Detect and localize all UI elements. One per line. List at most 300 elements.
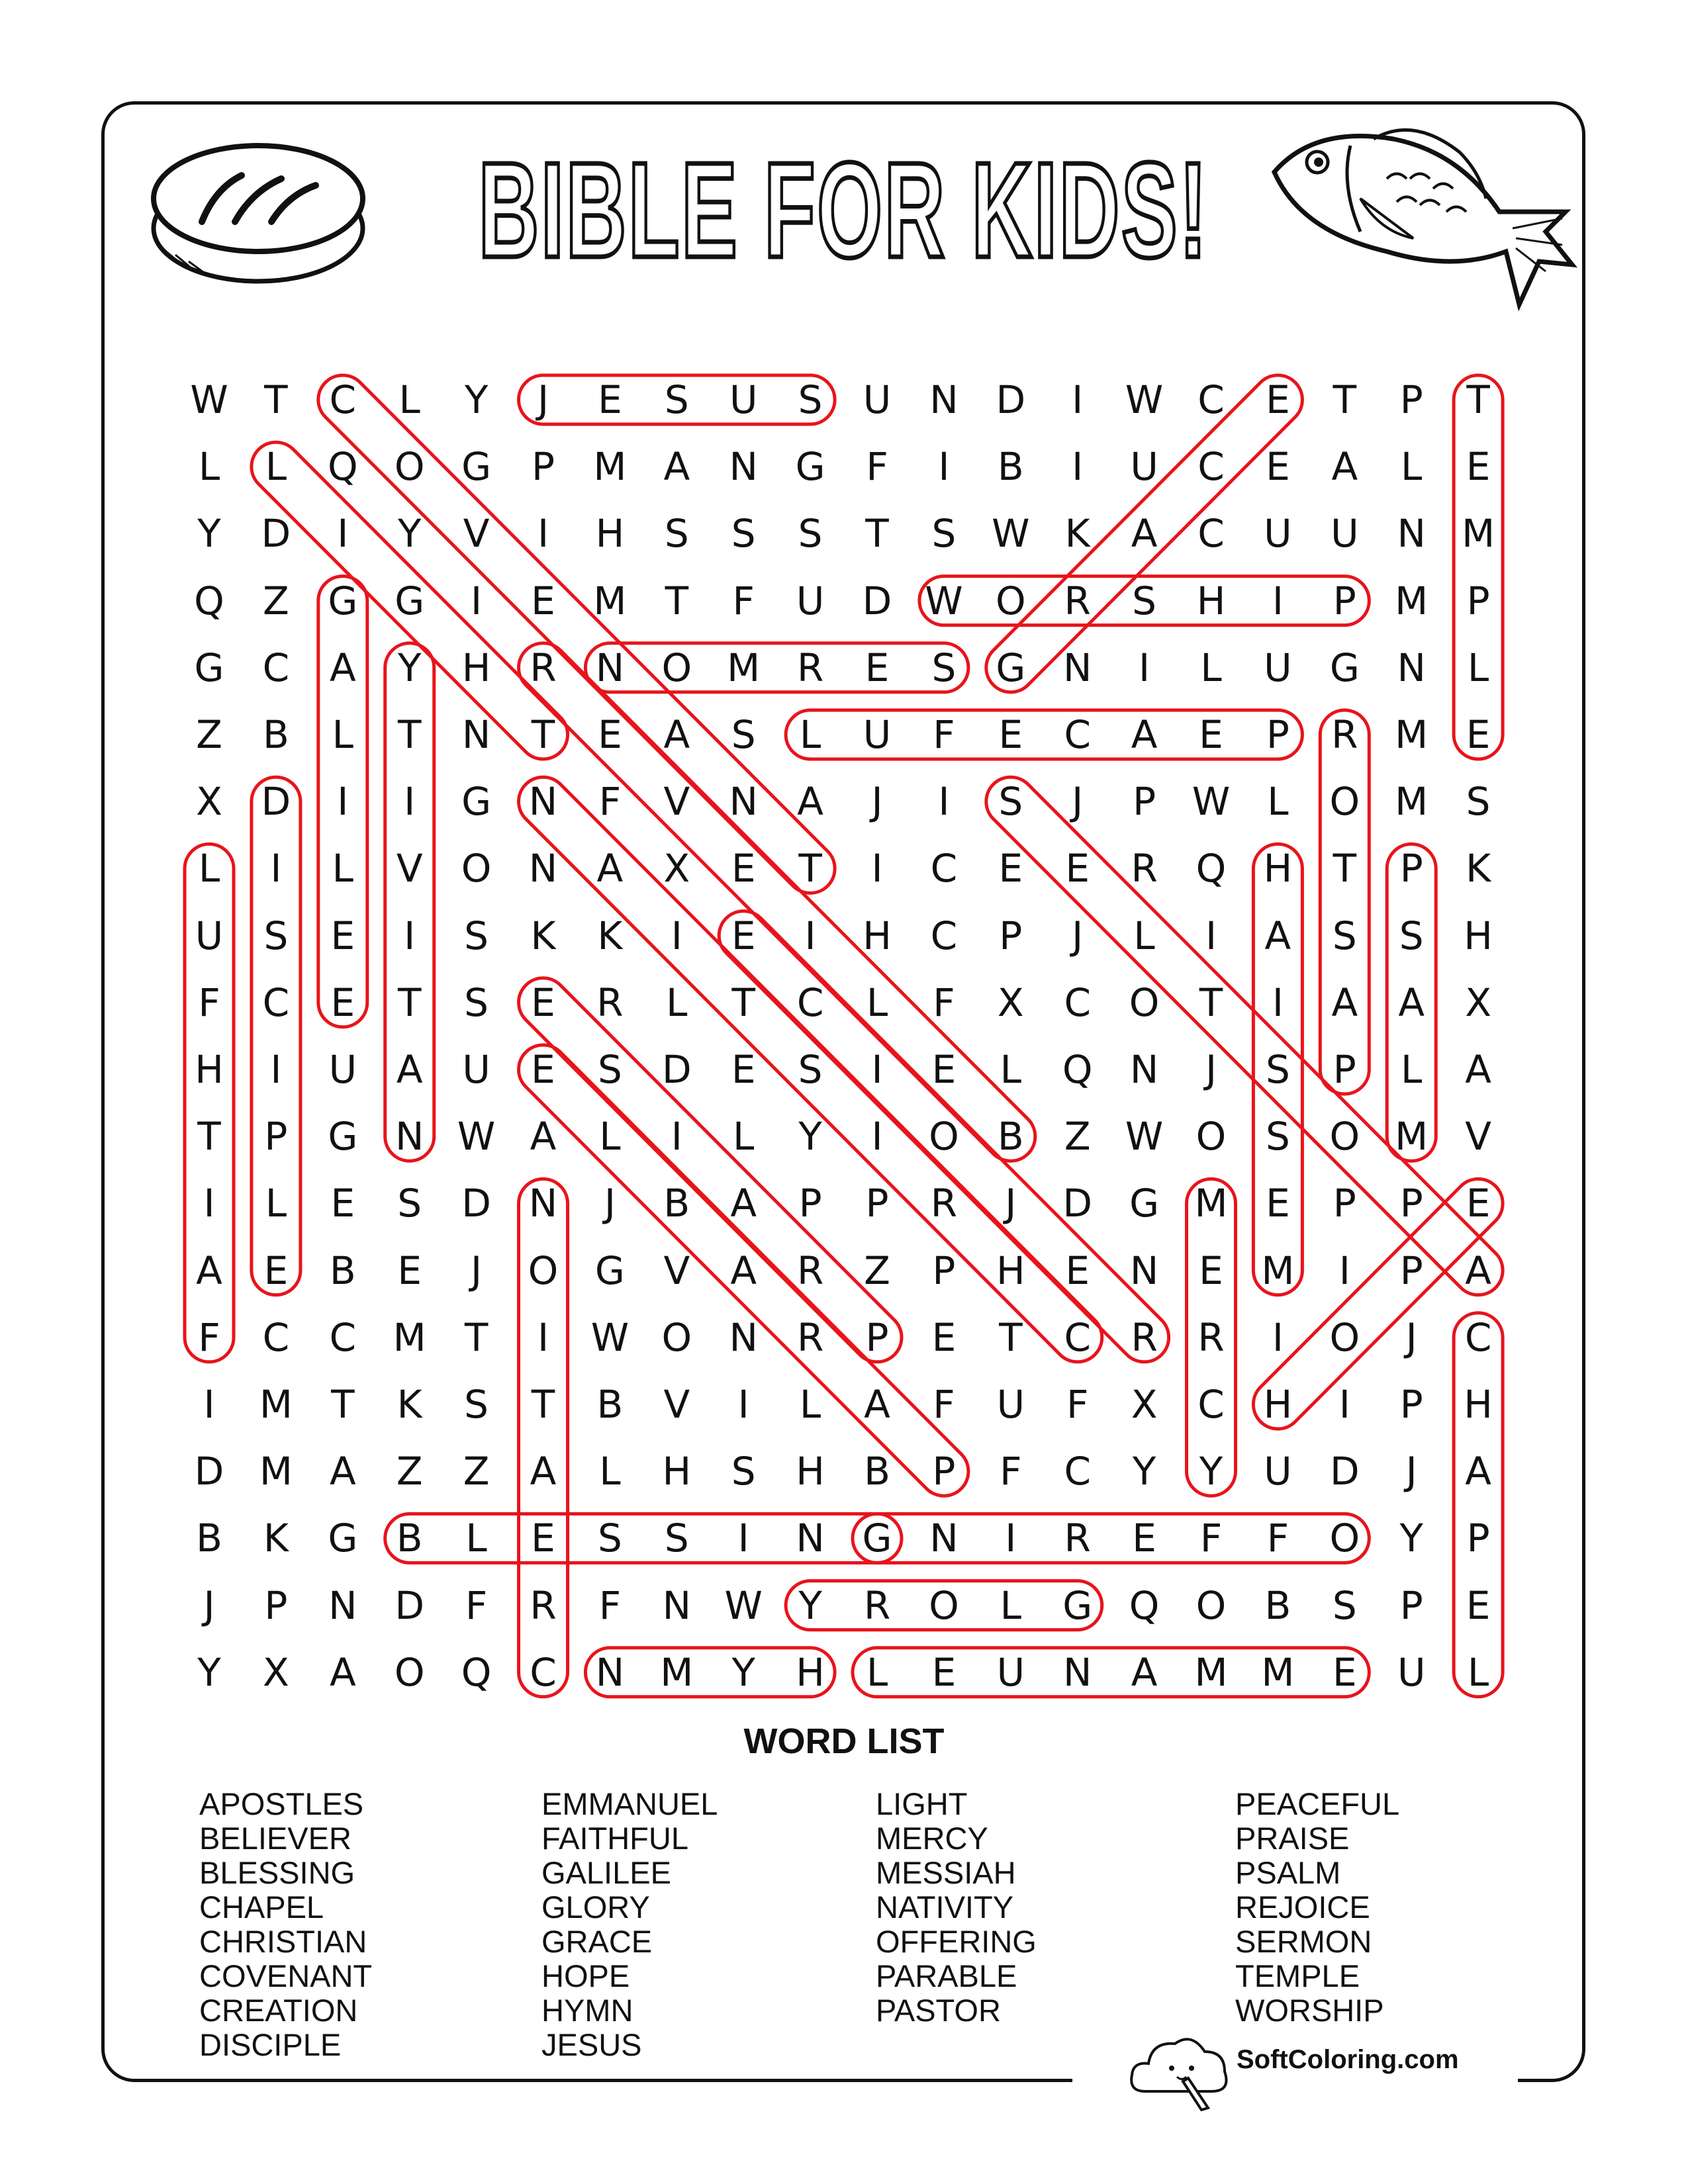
- grid-letter[interactable]: F: [732, 578, 755, 623]
- grid-letter[interactable]: C: [1064, 1314, 1091, 1360]
- grid-letter[interactable]: P: [1133, 779, 1156, 825]
- grid-letter[interactable]: L: [198, 846, 220, 891]
- grid-letter[interactable]: Y: [1132, 1449, 1156, 1494]
- grid-letter[interactable]: M: [259, 1382, 293, 1427]
- grid-letter[interactable]: X: [196, 779, 222, 825]
- grid-letter[interactable]: H: [595, 511, 625, 557]
- grid-letter[interactable]: L: [666, 979, 688, 1025]
- grid-letter[interactable]: O: [661, 1314, 692, 1360]
- grid-letter[interactable]: J: [604, 1181, 616, 1226]
- grid-letter[interactable]: S: [798, 511, 823, 557]
- grid-letter[interactable]: P: [1399, 1382, 1423, 1427]
- grid-letter[interactable]: S: [731, 712, 756, 757]
- grid-letter[interactable]: A: [1398, 979, 1425, 1025]
- grid-letter[interactable]: F: [198, 1314, 220, 1360]
- grid-letter[interactable]: O: [394, 444, 425, 490]
- grid-letter[interactable]: S: [263, 913, 289, 958]
- grid-letter[interactable]: C: [262, 645, 290, 690]
- grid-letter[interactable]: I: [1005, 1516, 1017, 1561]
- grid-letter[interactable]: Y: [798, 1114, 822, 1160]
- grid-letter[interactable]: M: [727, 645, 761, 690]
- grid-letter[interactable]: E: [598, 712, 622, 757]
- grid-letter[interactable]: Y: [1399, 1516, 1423, 1561]
- grid-letter[interactable]: U: [1264, 511, 1292, 557]
- grid-letter[interactable]: S: [464, 913, 489, 958]
- grid-letter[interactable]: W: [925, 578, 963, 623]
- grid-letter[interactable]: N: [929, 1516, 959, 1561]
- grid-letter[interactable]: I: [1072, 377, 1084, 422]
- grid-letter[interactable]: L: [332, 712, 353, 757]
- grid-letter[interactable]: D: [661, 1047, 692, 1092]
- grid-letter[interactable]: V: [663, 1248, 690, 1293]
- grid-letter[interactable]: G: [1062, 1582, 1093, 1628]
- grid-letter[interactable]: M: [1395, 1114, 1429, 1160]
- grid-letter[interactable]: S: [464, 1382, 489, 1427]
- grid-letter[interactable]: P: [798, 1181, 822, 1226]
- grid-letter[interactable]: E: [397, 1248, 422, 1293]
- grid-letter[interactable]: E: [1466, 444, 1491, 490]
- grid-letter[interactable]: P: [865, 1181, 889, 1226]
- grid-letter[interactable]: L: [799, 712, 821, 757]
- grid-letter[interactable]: M: [259, 1449, 293, 1494]
- grid-letter[interactable]: B: [663, 1181, 690, 1226]
- grid-letter[interactable]: R: [796, 1248, 824, 1293]
- grid-letter[interactable]: X: [1465, 979, 1491, 1025]
- grid-letter[interactable]: L: [799, 1382, 821, 1427]
- grid-letter[interactable]: Y: [397, 645, 422, 690]
- grid-letter[interactable]: L: [1401, 1047, 1423, 1092]
- grid-letter[interactable]: N: [595, 645, 625, 690]
- grid-letter[interactable]: T: [197, 1114, 221, 1160]
- grid-letter[interactable]: E: [598, 377, 622, 422]
- grid-letter[interactable]: W: [1192, 779, 1231, 825]
- grid-letter[interactable]: A: [396, 1047, 423, 1092]
- grid-letter[interactable]: W: [190, 377, 228, 422]
- grid-letter[interactable]: D: [461, 1181, 491, 1226]
- grid-letter[interactable]: I: [203, 1181, 215, 1226]
- grid-letter[interactable]: L: [1467, 645, 1489, 690]
- grid-letter[interactable]: I: [871, 1047, 883, 1092]
- grid-letter[interactable]: C: [262, 1314, 290, 1360]
- grid-letter[interactable]: T: [1333, 377, 1357, 422]
- grid-letter[interactable]: N: [1397, 645, 1426, 690]
- grid-letter[interactable]: K: [397, 1382, 422, 1427]
- grid-letter[interactable]: H: [1263, 846, 1293, 891]
- grid-letter[interactable]: H: [1196, 578, 1226, 623]
- grid-letter[interactable]: E: [931, 1649, 957, 1695]
- grid-letter[interactable]: Q: [1062, 1047, 1093, 1092]
- grid-letter[interactable]: Z: [864, 1248, 890, 1293]
- grid-letter[interactable]: G: [461, 444, 492, 490]
- grid-letter[interactable]: J: [471, 1248, 483, 1293]
- grid-letter[interactable]: T: [397, 712, 422, 757]
- grid-letter[interactable]: J: [1205, 1047, 1217, 1092]
- grid-letter[interactable]: E: [1466, 1181, 1491, 1226]
- grid-letter[interactable]: S: [597, 1516, 622, 1561]
- grid-letter[interactable]: I: [404, 779, 416, 825]
- grid-letter[interactable]: J: [1072, 913, 1084, 958]
- grid-letter[interactable]: C: [1197, 377, 1225, 422]
- grid-letter[interactable]: L: [1467, 1649, 1489, 1695]
- grid-letter[interactable]: B: [997, 444, 1024, 490]
- grid-letter[interactable]: I: [804, 913, 816, 958]
- grid-letter[interactable]: A: [797, 779, 823, 825]
- grid-letter[interactable]: A: [329, 1449, 356, 1494]
- grid-letter[interactable]: G: [461, 779, 492, 825]
- grid-letter[interactable]: L: [1000, 1047, 1021, 1092]
- grid-letter[interactable]: V: [663, 1382, 690, 1427]
- grid-letter[interactable]: O: [394, 1649, 425, 1695]
- grid-letter[interactable]: I: [1272, 578, 1284, 623]
- grid-letter[interactable]: N: [1062, 645, 1092, 690]
- grid-letter[interactable]: F: [866, 444, 888, 490]
- grid-letter[interactable]: E: [1332, 1649, 1357, 1695]
- grid-letter[interactable]: A: [1331, 979, 1358, 1025]
- grid-letter[interactable]: N: [1062, 1649, 1092, 1695]
- grid-letter[interactable]: E: [531, 979, 555, 1025]
- grid-letter[interactable]: H: [863, 913, 892, 958]
- grid-letter[interactable]: C: [1064, 979, 1091, 1025]
- grid-letter[interactable]: T: [798, 846, 822, 891]
- grid-letter[interactable]: Y: [798, 1582, 822, 1628]
- grid-letter[interactable]: G: [194, 645, 224, 690]
- grid-letter[interactable]: N: [796, 1516, 825, 1561]
- grid-letter[interactable]: O: [995, 578, 1026, 623]
- grid-letter[interactable]: O: [1196, 1114, 1227, 1160]
- grid-letter[interactable]: N: [328, 1582, 357, 1628]
- grid-letter[interactable]: N: [461, 712, 491, 757]
- grid-letter[interactable]: M: [1261, 1248, 1295, 1293]
- grid-letter[interactable]: T: [397, 979, 422, 1025]
- grid-letter[interactable]: A: [530, 1114, 557, 1160]
- grid-letter[interactable]: R: [1197, 1314, 1225, 1360]
- grid-letter[interactable]: Z: [263, 578, 289, 623]
- grid-letter[interactable]: B: [596, 1382, 624, 1427]
- grid-letter[interactable]: E: [731, 1047, 756, 1092]
- grid-letter[interactable]: H: [796, 1449, 825, 1494]
- grid-letter[interactable]: S: [597, 1047, 622, 1092]
- grid-letter[interactable]: E: [931, 1047, 957, 1092]
- grid-letter[interactable]: W: [1125, 1114, 1164, 1160]
- grid-letter[interactable]: F: [598, 779, 622, 825]
- grid-letter[interactable]: M: [593, 444, 627, 490]
- grid-letter[interactable]: I: [337, 779, 349, 825]
- grid-letter[interactable]: S: [931, 645, 957, 690]
- grid-letter[interactable]: U: [1397, 1649, 1426, 1695]
- grid-letter[interactable]: A: [329, 1649, 356, 1695]
- grid-letter[interactable]: Y: [1199, 1449, 1223, 1494]
- grid-letter[interactable]: N: [395, 1114, 424, 1160]
- grid-letter[interactable]: Q: [1196, 846, 1227, 891]
- grid-letter[interactable]: D: [996, 377, 1026, 422]
- grid-letter[interactable]: O: [1329, 1114, 1360, 1160]
- grid-letter[interactable]: I: [537, 1314, 549, 1360]
- grid-letter[interactable]: P: [865, 1314, 889, 1360]
- grid-letter[interactable]: I: [1139, 645, 1150, 690]
- grid-letter[interactable]: M: [393, 1314, 426, 1360]
- grid-letter[interactable]: S: [798, 1047, 823, 1092]
- grid-letter[interactable]: X: [1131, 1382, 1158, 1427]
- grid-letter[interactable]: G: [328, 578, 358, 623]
- grid-letter[interactable]: N: [1397, 511, 1426, 557]
- grid-letter[interactable]: E: [1199, 1248, 1223, 1293]
- grid-letter[interactable]: O: [1196, 1582, 1227, 1628]
- grid-letter[interactable]: G: [594, 1248, 625, 1293]
- grid-letter[interactable]: E: [998, 846, 1023, 891]
- grid-letter[interactable]: H: [1464, 913, 1493, 958]
- grid-letter[interactable]: T: [531, 712, 555, 757]
- grid-letter[interactable]: O: [1129, 979, 1160, 1025]
- grid-letter[interactable]: O: [661, 645, 692, 690]
- grid-letter[interactable]: E: [1266, 377, 1290, 422]
- grid-letter[interactable]: Z: [396, 1449, 423, 1494]
- grid-letter[interactable]: A: [1264, 913, 1291, 958]
- grid-letter[interactable]: S: [464, 979, 489, 1025]
- grid-letter[interactable]: I: [1272, 1314, 1284, 1360]
- grid-letter[interactable]: O: [929, 1114, 959, 1160]
- grid-letter[interactable]: E: [865, 645, 890, 690]
- grid-letter[interactable]: A: [730, 1181, 757, 1226]
- grid-letter[interactable]: F: [933, 712, 955, 757]
- grid-letter[interactable]: R: [1131, 846, 1158, 891]
- grid-letter[interactable]: A: [530, 1449, 557, 1494]
- grid-letter[interactable]: P: [1266, 712, 1289, 757]
- grid-letter[interactable]: B: [329, 1248, 356, 1293]
- grid-letter[interactable]: T: [464, 1314, 489, 1360]
- grid-letter[interactable]: Q: [194, 578, 224, 623]
- grid-letter[interactable]: X: [997, 979, 1024, 1025]
- grid-letter[interactable]: Q: [327, 444, 358, 490]
- grid-letter[interactable]: T: [1333, 846, 1357, 891]
- grid-letter[interactable]: S: [1265, 1047, 1290, 1092]
- grid-letter[interactable]: J: [1072, 779, 1084, 825]
- grid-letter[interactable]: V: [1465, 1114, 1491, 1160]
- grid-letter[interactable]: U: [863, 712, 892, 757]
- grid-letter[interactable]: N: [528, 1181, 558, 1226]
- grid-letter[interactable]: Y: [397, 511, 422, 557]
- grid-letter[interactable]: P: [999, 913, 1023, 958]
- grid-letter[interactable]: L: [1133, 913, 1155, 958]
- grid-letter[interactable]: C: [1464, 1314, 1492, 1360]
- grid-letter[interactable]: S: [731, 1449, 756, 1494]
- grid-letter[interactable]: B: [997, 1114, 1024, 1160]
- grid-letter[interactable]: I: [671, 913, 682, 958]
- grid-letter[interactable]: F: [1000, 1449, 1022, 1494]
- grid-letter[interactable]: H: [461, 645, 491, 690]
- grid-letter[interactable]: F: [933, 1382, 955, 1427]
- grid-letter[interactable]: H: [796, 1649, 825, 1695]
- grid-letter[interactable]: Z: [196, 712, 222, 757]
- grid-letter[interactable]: G: [795, 444, 825, 490]
- grid-letter[interactable]: M: [660, 1649, 694, 1695]
- grid-letter[interactable]: I: [537, 511, 549, 557]
- grid-letter[interactable]: A: [596, 846, 624, 891]
- grid-letter[interactable]: R: [1064, 1516, 1091, 1561]
- grid-letter[interactable]: E: [931, 1314, 957, 1360]
- grid-letter[interactable]: I: [1338, 1248, 1350, 1293]
- grid-letter[interactable]: H: [996, 1248, 1025, 1293]
- grid-letter[interactable]: N: [1129, 1248, 1159, 1293]
- grid-letter[interactable]: L: [866, 1649, 888, 1695]
- grid-letter[interactable]: O: [461, 846, 492, 891]
- grid-letter[interactable]: L: [1401, 444, 1423, 490]
- grid-letter[interactable]: S: [998, 779, 1023, 825]
- grid-letter[interactable]: O: [528, 1248, 559, 1293]
- grid-letter[interactable]: D: [261, 779, 291, 825]
- grid-letter[interactable]: A: [663, 712, 690, 757]
- grid-letter[interactable]: R: [530, 1582, 557, 1628]
- grid-letter[interactable]: S: [1466, 779, 1491, 825]
- grid-letter[interactable]: P: [932, 1248, 956, 1293]
- grid-letter[interactable]: F: [1066, 1382, 1089, 1427]
- grid-letter[interactable]: S: [1332, 913, 1357, 958]
- grid-letter[interactable]: S: [1132, 578, 1156, 623]
- grid-letter[interactable]: L: [1000, 1582, 1021, 1628]
- grid-letter[interactable]: I: [871, 1114, 883, 1160]
- grid-letter[interactable]: E: [1199, 712, 1223, 757]
- grid-letter[interactable]: R: [1331, 712, 1358, 757]
- grid-letter[interactable]: T: [665, 578, 689, 623]
- grid-letter[interactable]: J: [203, 1582, 215, 1628]
- grid-letter[interactable]: L: [265, 444, 287, 490]
- grid-letter[interactable]: R: [930, 1181, 958, 1226]
- grid-letter[interactable]: F: [933, 979, 955, 1025]
- grid-letter[interactable]: E: [1065, 1248, 1090, 1293]
- grid-letter[interactable]: F: [1199, 1516, 1223, 1561]
- grid-letter[interactable]: P: [264, 1582, 288, 1628]
- grid-letter[interactable]: G: [395, 578, 425, 623]
- grid-letter[interactable]: U: [462, 1047, 491, 1092]
- grid-letter[interactable]: L: [1267, 779, 1289, 825]
- grid-letter[interactable]: E: [1266, 444, 1290, 490]
- grid-letter[interactable]: L: [198, 444, 220, 490]
- grid-letter[interactable]: M: [1261, 1649, 1295, 1695]
- grid-letter[interactable]: K: [1466, 846, 1491, 891]
- grid-letter[interactable]: L: [599, 1114, 621, 1160]
- grid-letter[interactable]: I: [1205, 913, 1217, 958]
- grid-letter[interactable]: C: [530, 1649, 557, 1695]
- grid-letter[interactable]: C: [329, 1314, 357, 1360]
- grid-letter[interactable]: E: [263, 1248, 289, 1293]
- grid-letter[interactable]: V: [663, 779, 690, 825]
- grid-letter[interactable]: G: [328, 1114, 358, 1160]
- grid-letter[interactable]: U: [796, 578, 825, 623]
- grid-letter[interactable]: S: [731, 511, 756, 557]
- grid-letter[interactable]: K: [263, 1516, 289, 1561]
- grid-letter[interactable]: I: [1338, 1382, 1350, 1427]
- grid-letter[interactable]: W: [724, 1582, 763, 1628]
- grid-letter[interactable]: H: [1464, 1382, 1493, 1427]
- grid-letter[interactable]: D: [862, 578, 892, 623]
- grid-letter[interactable]: M: [1395, 712, 1429, 757]
- grid-letter[interactable]: Y: [197, 1649, 221, 1695]
- grid-letter[interactable]: I: [1272, 979, 1284, 1025]
- grid-letter[interactable]: E: [1466, 712, 1491, 757]
- grid-letter[interactable]: P: [1466, 1516, 1490, 1561]
- grid-letter[interactable]: F: [198, 979, 220, 1025]
- grid-letter[interactable]: Y: [197, 511, 221, 557]
- grid-letter[interactable]: R: [530, 645, 557, 690]
- grid-letter[interactable]: M: [1395, 779, 1429, 825]
- grid-letter[interactable]: O: [1329, 779, 1360, 825]
- grid-letter[interactable]: Y: [731, 1649, 755, 1695]
- grid-letter[interactable]: T: [331, 1382, 355, 1427]
- grid-letter[interactable]: H: [662, 1449, 692, 1494]
- grid-letter[interactable]: H: [195, 1047, 224, 1092]
- grid-letter[interactable]: F: [598, 1582, 622, 1628]
- grid-letter[interactable]: M: [1194, 1181, 1228, 1226]
- grid-letter[interactable]: U: [729, 377, 758, 422]
- grid-letter[interactable]: W: [590, 1314, 630, 1360]
- grid-letter[interactable]: B: [262, 712, 289, 757]
- grid-letter[interactable]: C: [329, 377, 357, 422]
- grid-letter[interactable]: S: [1332, 1582, 1357, 1628]
- grid-letter[interactable]: J: [1405, 1449, 1417, 1494]
- grid-letter[interactable]: X: [263, 1649, 289, 1695]
- grid-letter[interactable]: J: [1405, 1314, 1417, 1360]
- grid-letter[interactable]: L: [265, 1181, 287, 1226]
- grid-letter[interactable]: C: [1064, 712, 1091, 757]
- grid-letter[interactable]: C: [1197, 1382, 1225, 1427]
- grid-letter[interactable]: V: [463, 511, 490, 557]
- grid-letter[interactable]: A: [1465, 1248, 1491, 1293]
- grid-letter[interactable]: S: [397, 1181, 422, 1226]
- grid-letter[interactable]: G: [996, 645, 1026, 690]
- grid-letter[interactable]: K: [1064, 511, 1090, 557]
- grid-letter[interactable]: N: [729, 779, 758, 825]
- grid-letter[interactable]: A: [1331, 444, 1358, 490]
- grid-letter[interactable]: N: [528, 846, 558, 891]
- grid-letter[interactable]: A: [730, 1248, 757, 1293]
- grid-letter[interactable]: A: [1131, 712, 1158, 757]
- grid-letter[interactable]: L: [1200, 645, 1222, 690]
- grid-letter[interactable]: T: [1466, 377, 1490, 422]
- grid-letter[interactable]: U: [195, 913, 224, 958]
- grid-letter[interactable]: U: [1331, 511, 1359, 557]
- grid-letter[interactable]: Z: [1064, 1114, 1091, 1160]
- grid-letter[interactable]: S: [1265, 1114, 1290, 1160]
- grid-letter[interactable]: N: [729, 1314, 758, 1360]
- grid-letter[interactable]: I: [938, 779, 950, 825]
- grid-letter[interactable]: D: [194, 1449, 224, 1494]
- grid-letter[interactable]: G: [862, 1516, 892, 1561]
- grid-letter[interactable]: X: [663, 846, 690, 891]
- grid-letter[interactable]: I: [471, 578, 483, 623]
- grid-letter[interactable]: U: [1264, 1449, 1292, 1494]
- grid-letter[interactable]: G: [328, 1516, 358, 1561]
- grid-letter[interactable]: A: [329, 645, 356, 690]
- grid-letter[interactable]: D: [1329, 1449, 1360, 1494]
- grid-letter[interactable]: N: [528, 779, 558, 825]
- grid-letter[interactable]: C: [262, 979, 290, 1025]
- grid-letter[interactable]: N: [729, 444, 758, 490]
- grid-letter[interactable]: T: [865, 511, 889, 557]
- grid-letter[interactable]: P: [1399, 1248, 1423, 1293]
- grid-letter[interactable]: N: [662, 1582, 691, 1628]
- grid-letter[interactable]: E: [731, 913, 756, 958]
- grid-letter[interactable]: G: [1129, 1181, 1160, 1226]
- grid-letter[interactable]: U: [1130, 444, 1158, 490]
- grid-letter[interactable]: L: [332, 846, 353, 891]
- grid-letter[interactable]: E: [531, 1516, 555, 1561]
- grid-letter[interactable]: Q: [1129, 1582, 1160, 1628]
- grid-letter[interactable]: P: [1399, 1582, 1423, 1628]
- grid-letter[interactable]: N: [929, 377, 959, 422]
- grid-letter[interactable]: W: [457, 1114, 496, 1160]
- grid-letter[interactable]: D: [395, 1582, 425, 1628]
- grid-letter[interactable]: N: [1129, 1047, 1159, 1092]
- grid-letter[interactable]: Y: [464, 377, 489, 422]
